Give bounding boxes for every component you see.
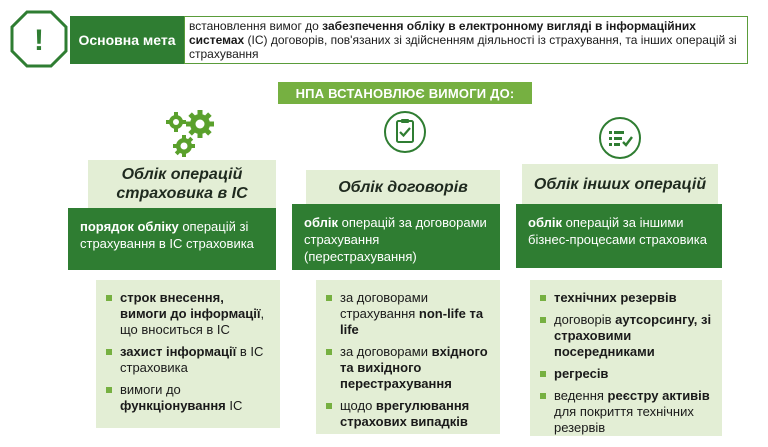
goal-text-part1: встановлення вимог до — [189, 19, 323, 33]
exclamation-glyph: ! — [34, 24, 44, 57]
list-item-text: за договорами страхування — [340, 290, 428, 321]
column-header-contracts: Облік договорів — [306, 170, 500, 204]
list-item-text: вимоги до — [120, 382, 181, 397]
list-item-text: аутсорсингу, зі страховими посередниками — [554, 312, 712, 359]
list-item-text: non-life та life — [340, 306, 484, 337]
goal-label: Основна мета — [70, 16, 184, 64]
list-item-text: ІС — [225, 398, 243, 413]
list-item — [106, 344, 270, 376]
column-subheader-other — [516, 204, 722, 268]
subheader-text: операцій зі страхування в ІС страховика — [80, 219, 254, 251]
list-item — [540, 312, 712, 360]
list-item-text: за договорами — [340, 344, 432, 359]
goal-text — [184, 16, 748, 64]
gears-icon — [162, 108, 218, 158]
list-item-text: врегулювання страхових випадків — [340, 398, 470, 429]
list-item-text: , що вноситься в ІС — [120, 306, 265, 337]
list-item-text: для покриття технічних резервів — [554, 404, 694, 435]
list-item-text: щодо — [340, 398, 376, 413]
subheader-text: операцій за договорами страхування (перестрахування) — [304, 215, 487, 264]
list-item-text: захист інформації — [120, 344, 237, 359]
column-header-other: Облік інших операцій — [522, 164, 718, 204]
subheader-text: операцій за іншими бізнес-процесами страховика — [528, 215, 707, 247]
list-item-text: технічних резервів — [554, 290, 677, 305]
list-item-text: ведення — [554, 388, 608, 403]
warning-octagon-icon — [10, 10, 68, 68]
list-item — [540, 366, 712, 382]
column-subheader-operations — [68, 208, 276, 270]
list-item — [106, 290, 270, 338]
column-subheader-contracts — [292, 204, 500, 270]
list-item — [326, 398, 490, 430]
subheader-bold: облік — [528, 215, 563, 230]
goal-text-part2: (ІС) договорів, пов'язаних зі здійсненням діяльності із страхування, та інших операцій зі страхування — [189, 33, 737, 61]
list-item — [326, 344, 490, 392]
subheader-bold: порядок обліку — [80, 219, 179, 234]
list-item-text: реєстру активів — [607, 388, 710, 403]
column-list-operations — [96, 280, 280, 428]
list-item-text: функціонування — [120, 398, 226, 413]
list-item — [326, 290, 490, 338]
list-item-text: вхідного та вихідного перестрахування — [340, 344, 488, 391]
npa-banner: НПА ВСТАНОВЛЮЄ ВИМОГИ ДО: — [278, 82, 532, 104]
column-header-operations: Облік операцій страховика в ІС — [88, 160, 276, 208]
list-item-text: в ІС страховика — [120, 344, 264, 375]
column-list-contracts — [316, 280, 500, 434]
list-item-text: регресів — [554, 366, 609, 381]
goal-text-bold: забезпечення обліку в електронному вигляді в інформаційних системах — [189, 19, 696, 47]
list-check-icon — [598, 116, 642, 160]
list-item — [106, 382, 270, 414]
clipboard-check-icon — [383, 110, 427, 154]
column-list-other — [530, 280, 722, 436]
list-item-text: строк внесення, вимоги до інформації — [120, 290, 261, 321]
subheader-bold: облік — [304, 215, 339, 230]
list-item-text: договорів — [554, 312, 616, 327]
list-item — [540, 388, 712, 436]
list-item — [540, 290, 712, 306]
